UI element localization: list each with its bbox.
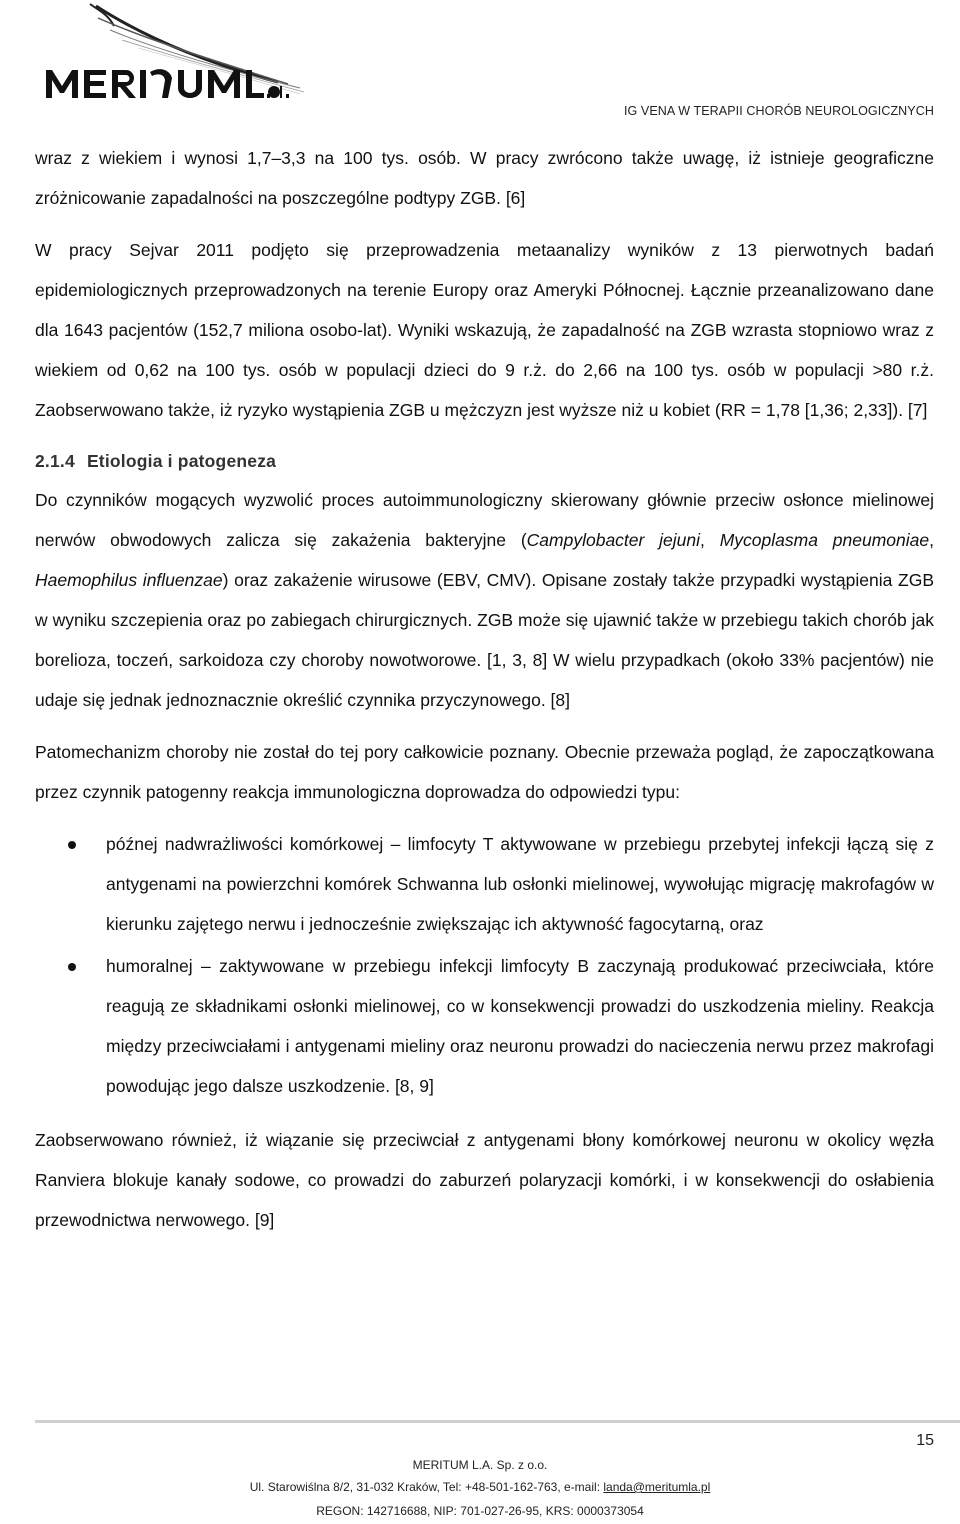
company-logo <box>38 0 338 110</box>
section-heading <box>35 444 934 478</box>
bullet-icon <box>68 841 76 849</box>
document-body <box>35 138 934 1240</box>
separator: , <box>929 530 934 550</box>
paragraph-meta-analysis: W pracy Sejvar 2011 podjęto się przeprowadzenia metaanalizy wyników z 13 pierwotnych badań epidemiologicznych przeprowadzonych na terenie Europy oraz Ameryki Północnej. Łącznie przeanalizowano dane dla 1643 pacjentów (152,7 miliona osobo-lat). Wyniki wskazują, że zapadalność na ZGB wzrasta stopniowo wraz z wiekiem od 0,62 na 100 tys. osób w populacji dzieci do 9 r.ż. do 2,66 na 100 tys. osób w populacji >80 r.ż. Zaobserwowano także, iż ryzyko wystąpienia ZGB u mężczyzn jest wyższe niż u kobiet (RR = 1,78 [1,36; 2,33]). [7] <box>35 240 934 420</box>
list-item-text: humoralnej – zaktywowane w przebiegu infekcji limfocyty B zaczynają produkować przeciwciała, które reagują ze składnikami osłonki mielinowej, co w konsekwencji prowadzi do uszkodzenia mieliny. Reakcja między przeciwciałami i antygenami mieliny oraz neuronu prowadzi do nacieczenia nerwu przez makrofagi powodując jego dalsze uszkodzenie. [8, 9] <box>106 956 934 1096</box>
paragraph-ranvier: Zaobserwowano również, iż wiązanie się przeciwciał z antygenami błony komórkowej neuronu w okolicy węzła Ranviera blokuje kanały sodowe, co prowadzi do zaburzeń polaryzacji komórki, i w konsekwencji do osłabienia przewodnictwa nerwowego. [9] <box>35 1130 934 1230</box>
footer-address <box>0 1480 960 1494</box>
footer-email-link[interactable]: landa@meritumla.pl <box>603 1480 711 1494</box>
header-document-title: IG VENA W TERAPII CHORÓB NEUROLOGICZNYCH <box>623 104 934 118</box>
paragraph-etiology-text-1: Do czynników mogących wyzwolić proces autoimmunologiczny skierowany głównie przeciw osłonce mielinowej nerwów obwodowych zalicza się zakażenia bakteryjne ( <box>35 490 934 550</box>
response-type-list <box>35 824 934 1106</box>
footer-registry: REGON: 142716688, NIP: 701-027-26-95, KRS: 0000373054 <box>316 1504 644 1518</box>
paragraph-etiology-text-2: ) oraz zakażenie wirusowe (EBV, CMV). Opisane zostały także przypadki wystąpienia ZGB w wyniku szczepienia oraz po zabiegach chirurgicznych. ZGB może się ujawnić także w przebiegu takich chorób jak borelioza, toczeń, sarkoidoza czy choroby nowotworowe. [1, 3, 8] W wielu przypadkach (około 33% pacjentów) nie udaje się jednak jednoznacznie określić czynnika przyczynowego. [8] <box>35 570 934 710</box>
section-number: 2.1.4 <box>35 451 75 471</box>
bullet-icon <box>68 963 76 971</box>
footer-company: MERITUM L.A. Sp. z o.o. <box>412 1458 548 1472</box>
section-title: Etiologia i patogeneza <box>86 451 277 471</box>
paragraph-pathomechanism: Patomechanizm choroby nie został do tej pory całkowicie poznany. Obecnie przeważa pogląd, że zapoczątkowana przez czynnik patogenny reakcja immunologiczna doprowadza do odpowiedzi typu: <box>35 742 934 802</box>
paragraph-incidence: wraz z wiekiem i wynosi 1,7–3,3 na 100 tys. osób. W pracy zwrócono także uwagę, iż istnieje geograficzne zróżnicowanie zapadalności na poszczególne podtypy ZGB. [6] <box>35 148 934 208</box>
list-item-text: późnej nadwrażliwości komórkowej – limfocyty T aktywowane w przebiegu przebytej infekcji łączą się z antygenami na powierzchni komórek Schwanna lub osłonki mielinowej, wywołując migrację makrofagów w kierunku zajętego nerwu i jednocześnie zwiększając ich aktywność fagocytarną, oraz <box>106 834 934 934</box>
list-item <box>35 824 934 944</box>
page-number: 15 <box>916 1432 934 1449</box>
separator: , <box>700 530 720 550</box>
footer-divider <box>35 1420 960 1423</box>
meritum-logo-graphic <box>38 0 338 110</box>
species-haemophilus: Haemophilus influenzae <box>35 570 223 590</box>
species-campylobacter: Campylobacter jejuni <box>526 530 701 550</box>
footer-address-text: Ul. Starowiślna 8/2, 31-032 Kraków, Tel: +48-501-162-763, e-mail: <box>249 1480 604 1494</box>
list-item <box>35 946 934 1106</box>
paragraph-etiology <box>35 480 934 720</box>
species-mycoplasma: Mycoplasma pneumoniae <box>719 530 930 550</box>
